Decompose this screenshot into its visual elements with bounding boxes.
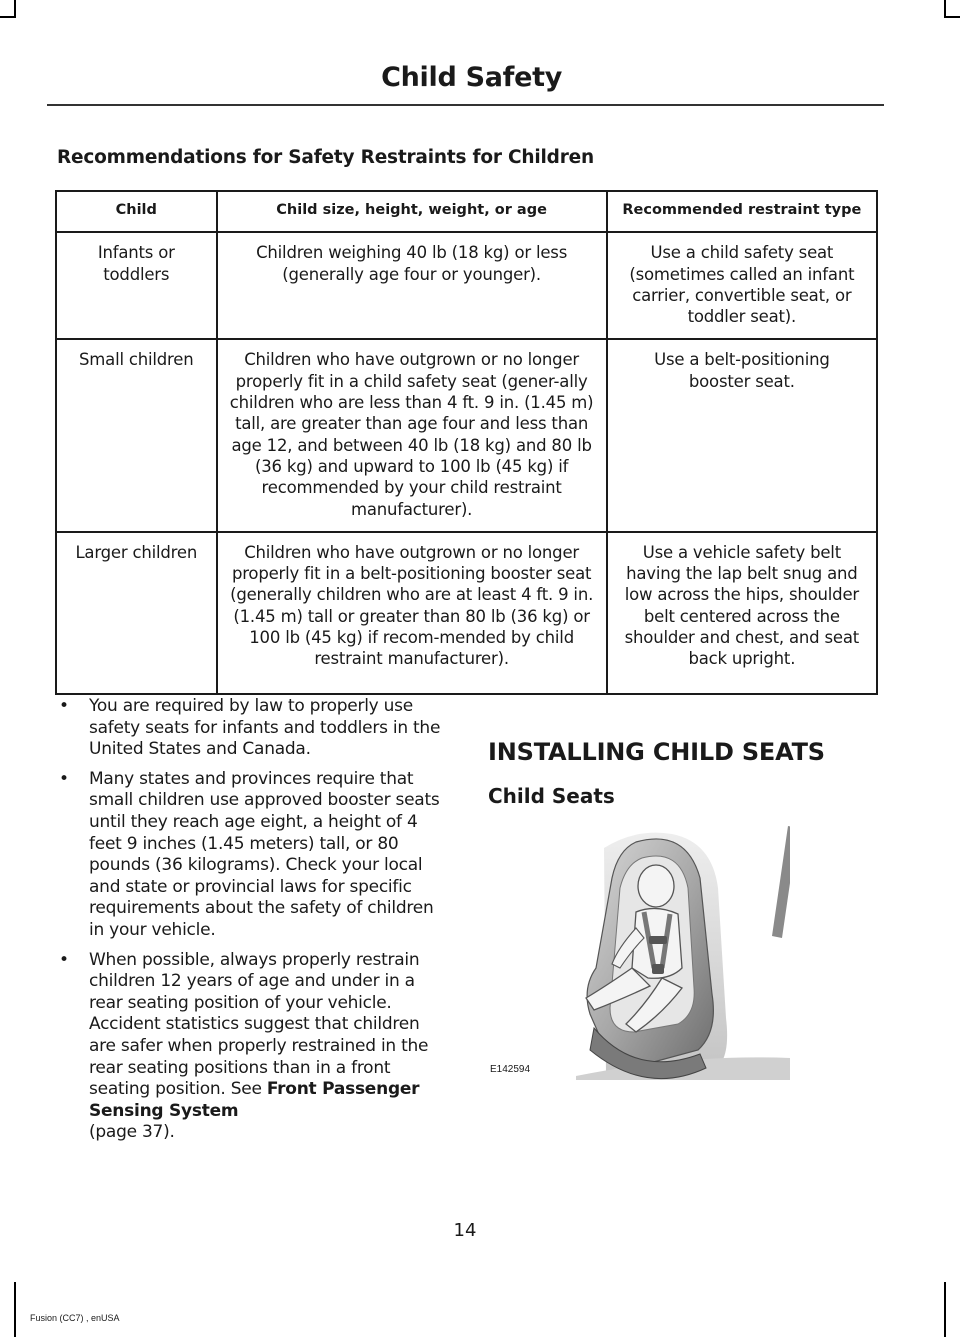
bullet-marker: • [59, 696, 69, 716]
page-number: 14 [453, 1220, 477, 1241]
page-header [0, 62, 928, 93]
child-seats-heading: Child Seats [488, 784, 615, 808]
figure-code: E142594 [490, 1064, 531, 1075]
bullet-text: You are required by law to properly use safety seats for infants and toddlers in the United States and Canada. [89, 696, 441, 760]
column-header: Recommended restraint type [607, 191, 877, 232]
table-row [56, 532, 877, 694]
crop-mark [944, 16, 960, 18]
table-cell: Children weighing 40 lb (18 kg) or less (generally age four or younger). [217, 232, 607, 339]
table-row [56, 232, 877, 339]
table-cell: Children who have outgrown or no longer properly fit in a belt-positioning booster seat (generally children who are at least 4 ft. 9 in. (1.45 m) tall or greater than 80 lb (36 kg) or 100 lb (45 kg) if recom-mended by child restraint manufacturer). [217, 532, 607, 694]
installing-heading: INSTALLING CHILD SEATS [488, 738, 825, 766]
list-item [55, 696, 450, 761]
header-title: Child Safety [381, 62, 562, 93]
bullet-marker: • [59, 949, 69, 970]
header-divider [47, 104, 884, 106]
table-cell: Use a belt-positioning booster seat. [607, 339, 877, 531]
bullet-marker: • [59, 768, 69, 789]
table-row [56, 339, 877, 531]
list-item [55, 950, 450, 1144]
child-seat-illustration [486, 818, 790, 1080]
column-header: Child size, height, weight, or age [217, 191, 607, 232]
cross-reference-link[interactable]: Front Passenger Sensing System [89, 1079, 420, 1121]
crop-mark [0, 16, 16, 18]
bullet-text: When possible, always properly restrain children 12 years of age and under in a rear seating position of your vehicle. Accident statistics suggest that children are safer when properly restrained in the rear seating positions than in a front seating position. See [89, 949, 429, 1100]
section-heading: Recommendations for Safety Restraints for Children [57, 147, 594, 168]
table-cell: Small children [56, 339, 217, 531]
crop-mark [14, 1282, 16, 1337]
crop-mark [944, 1282, 946, 1337]
column-header: Child [56, 191, 217, 232]
table-cell: Use a child safety seat (sometimes called an infant carrier, convertible seat, or toddler seat). [607, 232, 877, 339]
table-cell: Larger children [56, 532, 217, 694]
table-header-row [56, 191, 877, 232]
bullet-list [55, 696, 450, 1152]
list-item [55, 769, 450, 942]
page-reference: (page 37). [89, 1122, 175, 1143]
table-cell: Children who have outgrown or no longer properly fit in a child safety seat (gener-ally children who are less than 4 ft. 9 in. (1.45 m) tall, are greater than age four and less than age 12, and between 40 lb (18 kg) and 80 lb (36 kg) and upward to 100 lb (45 kg) if recommended by your child restraint manufacturer). [217, 339, 607, 531]
table-cell: Infants or toddlers [56, 232, 217, 339]
footer-text: Fusion (CC7) , enUSA [30, 1313, 120, 1323]
table-cell: Use a vehicle safety belt having the lap belt snug and low across the hips, shoulder belt centered across the shoulder and chest, and seat back upright. [607, 532, 877, 694]
restraint-table [55, 190, 878, 695]
bullet-text: Many states and provinces require that small children use approved booster seats until they reach age eight, a height of 4 feet 9 inches (1.45 meters) tall, or 80 pounds (36 kilograms). Check your local and state or provincial laws for specific requirements about the safety of children in your vehicle. [89, 768, 440, 940]
